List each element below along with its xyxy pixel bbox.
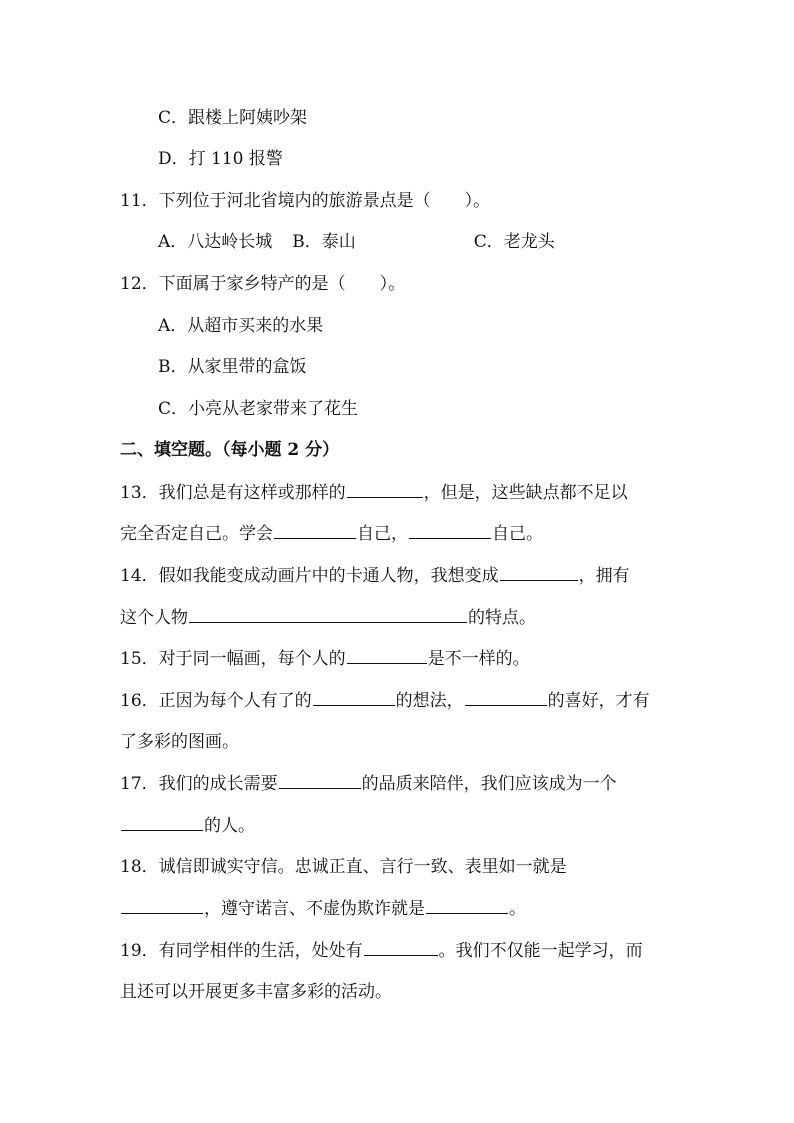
q12-option-c: C．小亮从老家带来了花生 xyxy=(158,399,359,419)
q11-option-c: C．老龙头 xyxy=(473,232,555,252)
q13-blank-2[interactable] xyxy=(274,522,356,539)
q10-option-c: C．跟楼上阿姨吵架 xyxy=(158,108,308,128)
q13-line-2 xyxy=(120,522,543,544)
q12-stem: 12．下面属于家乡特产的是（ ）。 xyxy=(120,274,406,294)
q13-text-a: 13．我们总是有这样或那样的 xyxy=(120,483,346,503)
q12-option-a: A．从超市买来的水果 xyxy=(158,316,324,336)
q16-blank-1[interactable] xyxy=(313,689,395,706)
q14-text-a: 14．假如我能变成动画片中的卡通人物，我想变成 xyxy=(120,566,499,586)
q11-options xyxy=(158,231,555,253)
q18-line-2 xyxy=(120,897,526,919)
q13-blank-1[interactable] xyxy=(347,481,423,498)
q16-text-b: 的想法， xyxy=(395,691,464,711)
q18-line-1: 18．诚信即诚实守信。忠诚正直、言行一致、表里如一就是 xyxy=(120,857,567,877)
q13-text-d: 自己， xyxy=(357,524,408,544)
q13-text-b: ，但是，这些缺点都不足以 xyxy=(423,483,628,503)
q19-text-a: 19．有同学相伴的生活，处处有 xyxy=(120,941,363,961)
q15-blank-1[interactable] xyxy=(347,647,427,664)
q18-blank-1[interactable] xyxy=(121,897,203,914)
q13-text-c: 完全否定自己。学会 xyxy=(120,524,273,544)
q11-stem: 11．下列位于河北省境内的旅游景点是（ ）。 xyxy=(120,191,491,211)
q19-text-b: 。我们不仅能一起学习，而 xyxy=(438,941,643,961)
q16-text-a: 16．正因为每个人有了的 xyxy=(120,691,312,711)
q14-text-d: 的特点。 xyxy=(468,608,536,628)
q16-line-2: 了多彩的图画。 xyxy=(120,732,239,752)
q17-blank-2[interactable] xyxy=(121,814,203,831)
q19-line-1 xyxy=(120,939,643,961)
q15-line-1 xyxy=(120,647,530,669)
q13-line-1 xyxy=(120,481,628,503)
q17-line-2 xyxy=(120,814,255,836)
q13-blank-3[interactable] xyxy=(409,522,491,539)
q17-blank-1[interactable] xyxy=(279,772,361,789)
q18-blank-2[interactable] xyxy=(426,897,508,914)
section-heading-fill-in: 二、填空题。（每小题 2 分） xyxy=(120,440,340,460)
q17-text-a: 17．我们的成长需要 xyxy=(120,774,278,794)
q19-line-2: 且还可以开展更多丰富多彩的活动。 xyxy=(120,982,392,1002)
q14-blank-1[interactable] xyxy=(500,564,578,581)
q12-option-b: B．从家里带的盒饭 xyxy=(158,357,307,377)
q14-line-1 xyxy=(120,564,630,586)
q15-text-a: 15．对于同一幅画，每个人的 xyxy=(120,649,346,669)
q17-text-b: 的品质来陪伴，我们应该成为一个 xyxy=(361,774,617,794)
q16-blank-2[interactable] xyxy=(465,689,547,706)
q11-option-a: A．八达岭长城 xyxy=(158,232,273,252)
q15-text-b: 是不一样的。 xyxy=(427,649,530,669)
q16-text-c: 的喜好，才有 xyxy=(547,691,650,711)
q14-line-2 xyxy=(120,606,536,628)
q13-text-e: 自己。 xyxy=(492,524,543,544)
q14-blank-2[interactable] xyxy=(189,606,467,623)
q14-text-b: ，拥有 xyxy=(578,566,630,586)
q11-option-b: B．泰山 xyxy=(292,232,356,252)
q18-text-b: 。 xyxy=(509,899,526,919)
q16-line-1 xyxy=(120,689,650,711)
q10-option-d: D．打 110 报警 xyxy=(158,149,283,169)
q18-text-a: ，遵守诺言、不虚伪欺诈就是 xyxy=(204,899,425,919)
q17-line-1 xyxy=(120,772,617,794)
q17-text-c: 的人。 xyxy=(204,816,255,836)
q14-text-c: 这个人物 xyxy=(120,608,188,628)
q19-blank-1[interactable] xyxy=(364,939,438,956)
